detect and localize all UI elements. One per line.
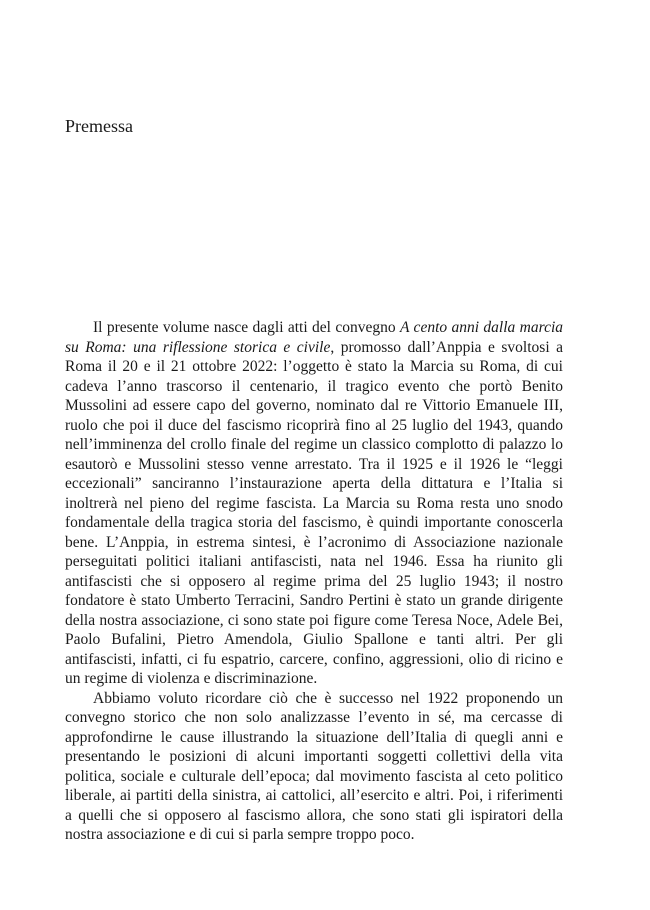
paragraph-2: Abbiamo voluto ricordare ciò che è successo nel 1922 proponendo un convegno storico che non solo analizzasse l’evento in sé, ma cercasse di approfondirne le cause illustrando la situazione dell’Italia di quegli anni e presentando le posizioni di alcuni importanti soggetti collettivi della vita politica, sociale e culturale dell’epoca; dal movimento fascista al ceto politico liberale, ai partiti della sinistra, ai cattolici, all’esercito e altri. Poi, i riferimenti a quelli che si opposero al fascismo allora, che sono stati gli ispiratori della nostra associazione e di cui si parla sempre troppo poco.	[65, 689, 563, 843]
paragraph-1	[65, 318, 563, 689]
paragraph-1-lead: Il presente volume nasce dagli atti del convegno	[93, 319, 400, 336]
conference-title: A cento anni dalla marcia su Roma: una riflessione storica e civile	[65, 319, 563, 356]
page-title: Premessa	[65, 116, 133, 136]
body-text	[65, 318, 563, 845]
paragraph-1-rest: , promosso dall’Anppia e svoltosi a Roma il 20 e il 21 ottobre 2022: l’oggetto è stato la Marcia su Roma, di cui cadeva l’anno trascorso il centenario, il tragico evento che portò Benito Mussolini ad essere capo del governo, nominato dal re Vittorio Emanuele III, ruolo che poi il duce del fascismo ricoprirà fino al 25 luglio del 1943, quando nell’imminenza del crollo finale del regime un classico complotto di palazzo lo esautorò e Mussolini stesso venne arrestato. Tra il 1925 e il 1926 le “leggi eccezionali” sanciranno l’instaurazione aperta della dittatura e l’Italia si inoltrerà nel pieno del regime fascista. La Marcia su Roma resta uno snodo fondamentale della tragica storia del fascismo, è quindi importante conoscerla bene. L’Anppia, in estrema sintesi, è l’acronimo di Associazione nazionale perseguitati politici italiani antifascisti, nata nel 1946. Essa ha riunito gli antifascisti che si opposero al regime prima del 25 luglio 1943; il nostro fondatore è stato Umberto Terracini, Sandro Pertini è stato un grande dirigente della nostra associazione, ci sono state poi figure come Teresa Noce, Adele Bei, Paolo Bufalini, Pietro Amendola, Giulio Spallone e tanti altri. Per gli antifascisti, infatti, ci fu espatrio, carcere, confino, aggressioni, olio di ricino e un regime di violenza e discriminazione.	[65, 338, 564, 687]
